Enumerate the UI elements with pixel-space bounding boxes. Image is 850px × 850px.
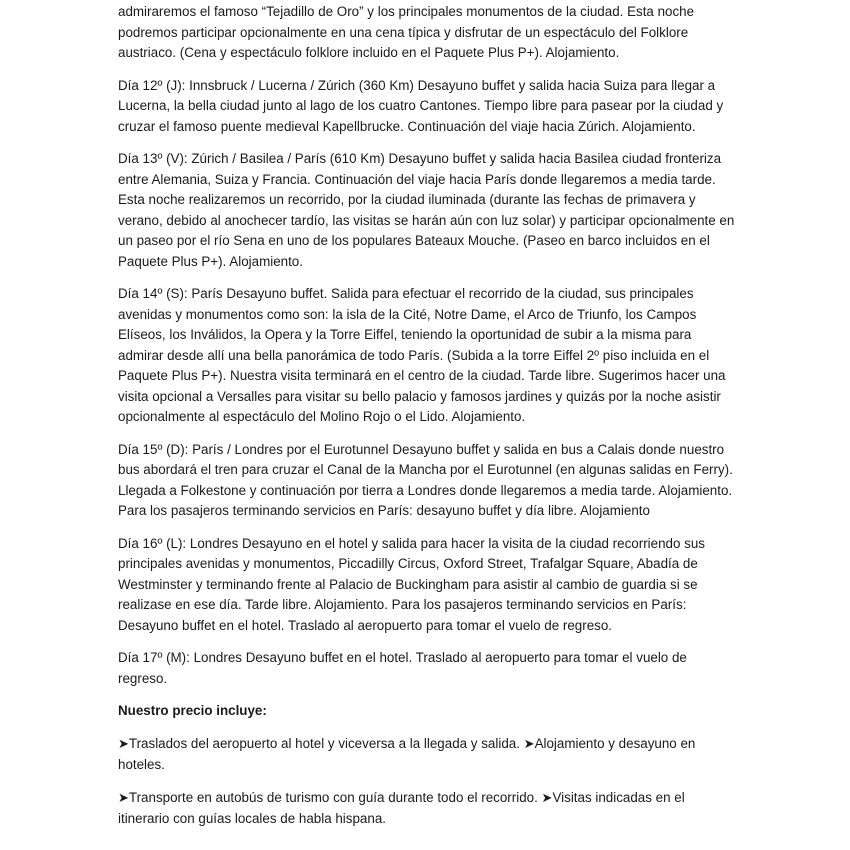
arrow-bullet-icon: ➤ <box>118 736 129 752</box>
paragraph-day-14: Día 14º (S): París Desayuno buffet. Salida para efectuar el recorrido de la ciudad, sus principales avenidas y monumentos como son: la isla de la Cité, Notre Dame, el Arco de Triunfo, los Campos Elíseos, los Inválidos, la Opera y la Torre Eiffel, teniendo la oportunidad de subir a la misma para admirar desde allí una bella panorámica de todo París. (Subida a la torre Eiffel 2º piso incluida en el Paquete Plus P+). Nuestra visita terminará en el centro de la ciudad. Tarde libre. Sugerimos hacer una visita opcional a Versalles para visitar su bello palacio y famosos jardines y quizás por la noche asistir opcionalmente al espectáculo del Molino Rojo o el Lido. Alojamiento. <box>118 286 726 424</box>
includes-item-4: Visitas indicadas en el itinerario con guías locales de habla hispana. <box>118 789 685 826</box>
paragraph-day-15: Día 15º (D): París / Londres por el Eurotunnel Desayuno buffet y salida en bus a Calais donde nuestro bus abordará el tren para cruzar el Canal de la Mancha por el Eurotunnel (en algunas salidas en Ferry). Llegada a Folkestone y continuación por tierra a Londres donde llegaremos a media tarde. Alojamiento. Para los pasajeros terminando servicios en París: desayuno buffet y día libre. Alojamiento <box>118 441 733 518</box>
includes-item-1: Traslados del aeropuerto al hotel y viceversa a la llegada y salida. <box>128 735 520 751</box>
paragraph-day-17: Día 17º (M): Londres Desayuno buffet en el hotel. Traslado al aeropuerto para tomar el vuelo de regreso. <box>118 650 687 686</box>
arrow-bullet-icon: ➤ <box>523 736 535 752</box>
document-page <box>118 0 736 830</box>
paragraph-day-13: Día 13º (V): Zúrich / Basilea / París (610 Km) Desayuno buffet y salida hacia Basilea ciudad fronteriza entre Alemania, Suiza y Francia. Continuación del viaje hacia París donde llegaremos a media tarde. Esta noche realizaremos un recorrido, por la ciudad iluminada (durante las fechas de primavera y verano, debido al anochecer tardío, las visitas se harán aún con luz solar) y participar opcionalmente en un paseo por el río Sena en uno de los populares Bateaux Mouche. (Paseo en barco incluidos en el Paquete Plus P+). Alojamiento. <box>118 151 735 269</box>
includes-heading: Nuestro precio incluye: <box>118 703 267 718</box>
includes-item-3: Transporte en autobús de turismo con guía durante todo el recorrido. <box>128 789 538 805</box>
paragraph-innsbruck-continuation: admiraremos el famoso “Tejadillo de Oro” y los principales monumentos de la ciudad. Esta noche podremos participar opcionalmente en una cena típica y disfrutar de un espectáculo del Folklore austriaco. (Cena y espectáculo folklore incluido en el Paquete Plus P+). Alojamiento. <box>118 4 695 60</box>
arrow-bullet-icon: ➤ <box>118 790 129 806</box>
includes-item-2: Alojamiento y desayuno en hoteles. <box>118 735 696 772</box>
paragraph-day-12: Día 12º (J): Innsbruck / Lucerna / Zúrich (360 Km) Desayuno buffet y salida hacia Suiza para llegar a Lucerna, la bella ciudad junto al lago de los cuatro Cantones. Tiempo libre para pasear por la ciudad y cruzar el famoso puente medieval Kapellbrucke. Continuación del viaje hacia Zúrich. Alojamiento. <box>118 77 724 134</box>
includes-line-2 <box>118 788 736 830</box>
paragraph-day-16: Día 16º (L): Londres Desayuno en el hotel y salida para hacer la visita de la ciudad recorriendo sus principales avenidas y monumentos, Piccadilly Circus, Oxford Street, Trafalgar Square, Abadía de Westminster y terminando frente al Palacio de Buckingham para asistir al cambio de guardia si se realizase en ese día. Tarde libre. Alojamiento. Para los pasajeros terminando servicios en París: Desayuno buffet en el hotel. Traslado al aeropuerto para tomar el vuelo de regreso. <box>118 535 705 633</box>
includes-line-1 <box>118 734 736 776</box>
arrow-bullet-icon: ➤ <box>541 790 553 806</box>
